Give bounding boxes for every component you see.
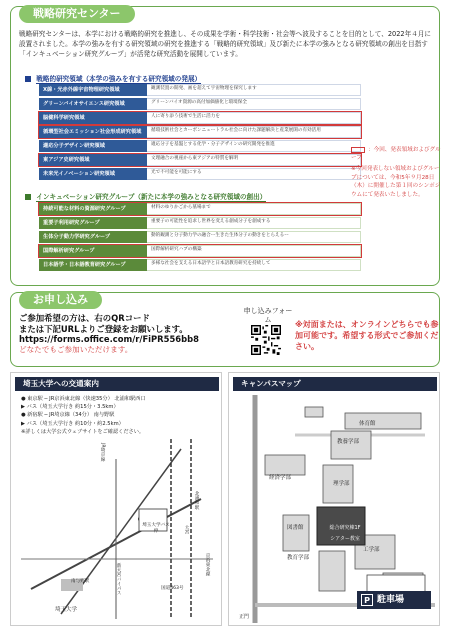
- map-label-r5: 新大宮バイパス: [116, 563, 121, 596]
- campus-label-b8: 教養学部: [337, 439, 360, 445]
- campus-label-b2: シアター教室: [330, 536, 360, 542]
- legend: ：今回、発表領域およびグループ: [351, 147, 441, 161]
- map-label-bus: 埼玉大学バス停: [142, 523, 170, 534]
- campus-label-b1: 総合研究棟1F: [329, 525, 361, 531]
- table-row: 国際解析研究グループ 国際解析研究ハブの構築: [39, 245, 361, 257]
- table-row: 循環型社会エミッション社会形成研究領域 循環技術社会とカーボンニュートラル社会に向けた課題解決と産業展開の有効活用: [39, 126, 361, 138]
- table-row: 重要子利用研究グループ 重要子の可能性を追求し世界を変える創成分子を創成する: [39, 217, 361, 229]
- attendance-note: ※対面または、オンラインどちらでも参加可能です。希望する形式でご参加ください。: [295, 320, 439, 351]
- table-row: 持続可能な材料の資源研究グループ 材料のゆりかごから墓場まで: [39, 203, 361, 215]
- campus-title: キャンパスマップ: [233, 377, 437, 391]
- group2-rows: [39, 203, 361, 273]
- map-label-st1: 南与野駅: [71, 579, 90, 584]
- campus-label-gate: 正門: [239, 614, 250, 620]
- map-label-r3: JR埼京線: [100, 443, 105, 462]
- group2-heading: インキュベーション研究グループ（新たに本学の強みとなる研究領域の創出）: [25, 191, 266, 201]
- table-row: 脳健科学研究領域 人に寄り添う技術で生活に活力を: [39, 112, 361, 124]
- map-label-st2: 北浦和駅: [194, 491, 199, 510]
- access-panel: [10, 372, 222, 626]
- campus-label-b9: 体育館: [359, 421, 376, 427]
- access-list: ● 東京駅 ─ JR京浜東北線（快速35分） 北浦和駅西口 ▶ バス（埼玉大学行き 約15分・3.5km） ● 新宿駅 ─ JR埼京線（34分） 南与野駅 ▶ バス（埼玉大学行き 約10分・約2.5km） ※詳しくは大学公式ウェブサイトをご確認ください。: [21, 396, 146, 435]
- qr-code-icon[interactable]: [251, 325, 281, 355]
- campus-label-b3: 理学部: [333, 481, 350, 487]
- campus-label-b6: 図書館: [287, 525, 304, 531]
- legend-swatch: [351, 147, 365, 153]
- table-row: 適応分子デザイン研究領域 適応分子を基盤とする化学・分子デザインの研究開発を推進: [39, 140, 361, 152]
- table-row: グリーンバイオサイエンス研究領域 グリーンバイオ資源の高付加価値化と環境保全: [39, 98, 361, 110]
- map-label-r2: 国道463号: [161, 586, 184, 591]
- square-bullet-icon: [25, 194, 31, 200]
- map-label-univ: 埼玉大学: [55, 607, 78, 613]
- table-row: 日本語学・日本語教育研究グループ 多様な社会を支える日本語学と日本語教育研究を持続して: [39, 259, 361, 271]
- parking-icon: P: [361, 594, 373, 606]
- qr-caption: 申し込みフォーム: [243, 307, 293, 324]
- intro-text: 戦略研究センターは、本学における戦略的研究を推進し、その成果を学術・科学技術・社会等へ波及することを目的として、2022年４月に設置されました。本学の強みを有する研究領域の研究を推進する「戦略的研究領域」及び新たに本学の強みとなる研究領域の創出を目指す「インキュベーション研究グループ」が活発な研究活動を展開しています。: [19, 30, 432, 58]
- table-row: 生体分子動力学研究グループ 動的観測と分子動力学の融合ー生きた生体分子の動きをとらえるー: [39, 231, 361, 243]
- campus-map: [235, 395, 435, 623]
- campus-label-b4: 工学部: [363, 547, 380, 553]
- section-title: お申し込み: [19, 291, 102, 309]
- table-row: 未来光イノベーション研究領域 光で不可能を可能にする: [39, 168, 361, 180]
- campus-panel: [228, 372, 440, 626]
- square-bullet-icon: [25, 76, 31, 82]
- group1-heading: 戦略的研究領域（本学の強みを有する研究領域の発展）: [25, 73, 201, 83]
- table-row: 東アジア史研究領域 文理融合の視座から東アジアの特質を解明: [39, 154, 361, 166]
- application-section: [10, 292, 440, 367]
- strategic-research-section: [10, 6, 440, 286]
- campus-label-b5: 教育学部: [287, 555, 310, 561]
- map-label-r1: 大宮: [184, 525, 189, 535]
- apply-instructions: ご参加希望の方は、右のQRコード または下記URLよりご登録をお願いします。 https://forms.office.com/r/FiPR556bb8 どなたでもご参加いただけます。: [19, 313, 229, 355]
- note-text: ※今回発表しない領域およびグループについては、今和5年９月28日（木）に開催した第１回のシンポジウムにて発表いたしました。: [351, 166, 441, 198]
- table-row: X線・光赤外線宇宙物理研究領域 観測装置の開発、画を超えて宇宙物理を探究します: [39, 84, 361, 96]
- map-label-r4: 京浜東北線: [205, 553, 210, 576]
- group1-rows: [39, 84, 361, 182]
- section-title: 戦略研究センター: [19, 5, 135, 23]
- campus-label-b7: 経済学部: [269, 475, 292, 481]
- access-title: 埼玉大学への交通案内: [15, 377, 219, 391]
- parking-sign: P 駐車場: [357, 591, 431, 609]
- form-url-link[interactable]: https://forms.office.com/r/FiPR556bb8: [19, 334, 199, 345]
- maps-area: [10, 372, 440, 630]
